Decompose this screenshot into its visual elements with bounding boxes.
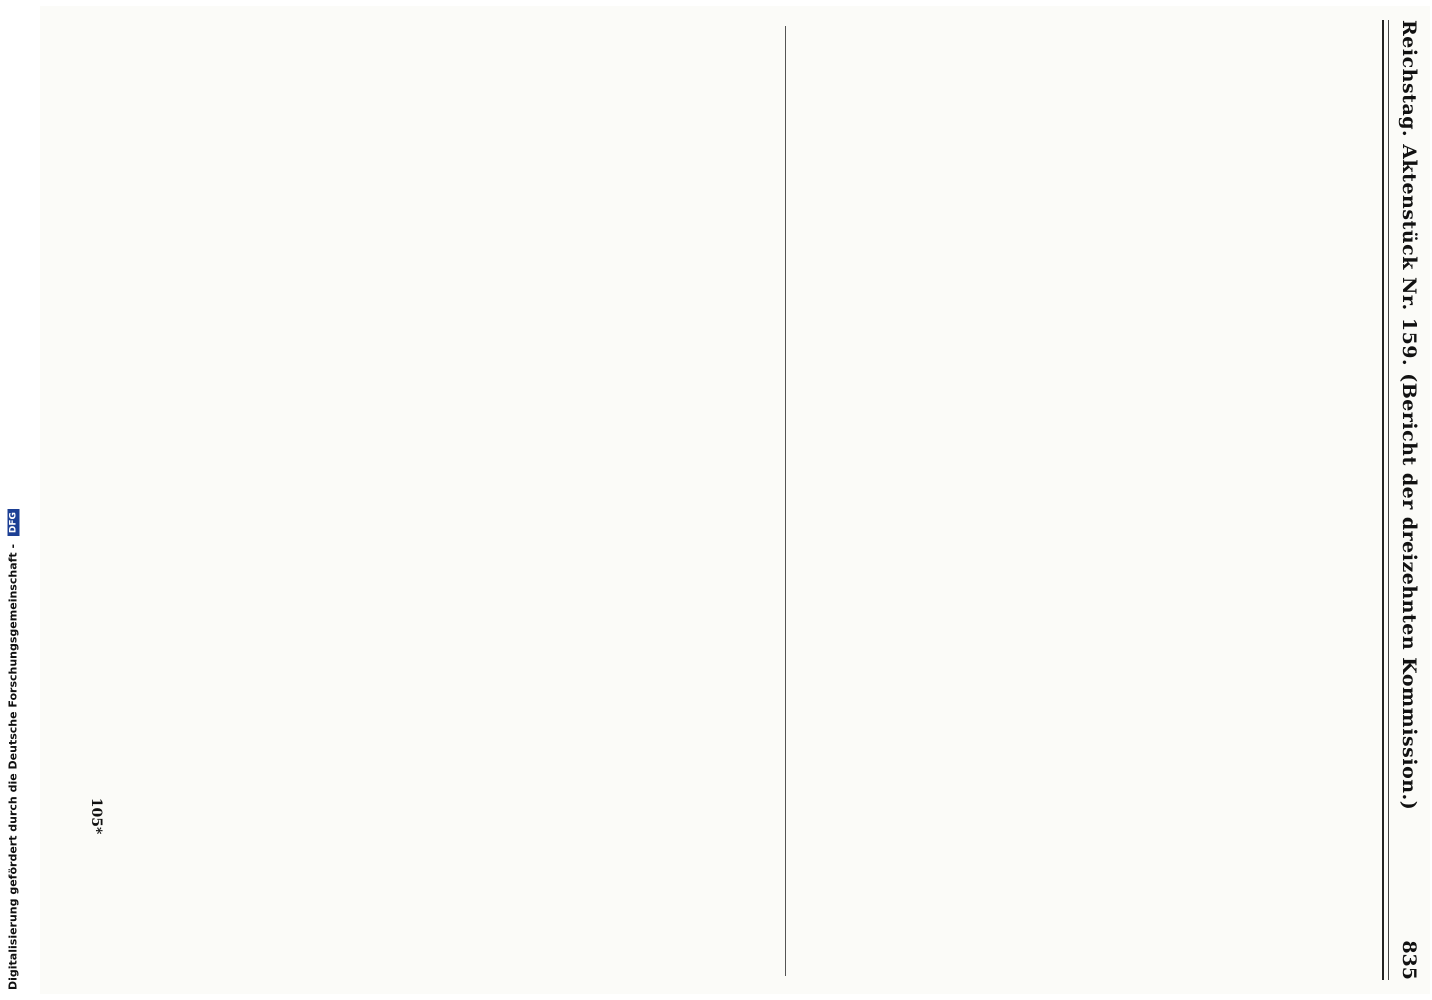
running-header [1392, 6, 1426, 994]
digitization-credit [0, 0, 26, 1000]
running-title: Reichstag. Aktenstück Nr. 159. (Bericht der dreizehnten Kommission.) [1398, 20, 1420, 811]
scanned-page [40, 6, 1430, 994]
page-number: 835 [1398, 940, 1420, 980]
signature-mark [84, 776, 108, 856]
column-divider [785, 26, 786, 976]
dfg-logo: DFG [8, 509, 20, 536]
credit-text: Digitalisierung gefördert durch die Deutsche Forschungsgemeinschaft - [6, 543, 20, 990]
header-rule [1382, 20, 1384, 980]
signature-mark-text: 105* [88, 797, 104, 835]
text-column-right [800, 20, 1370, 980]
header-rule-secondary [1388, 20, 1389, 980]
text-column-left [120, 20, 770, 980]
